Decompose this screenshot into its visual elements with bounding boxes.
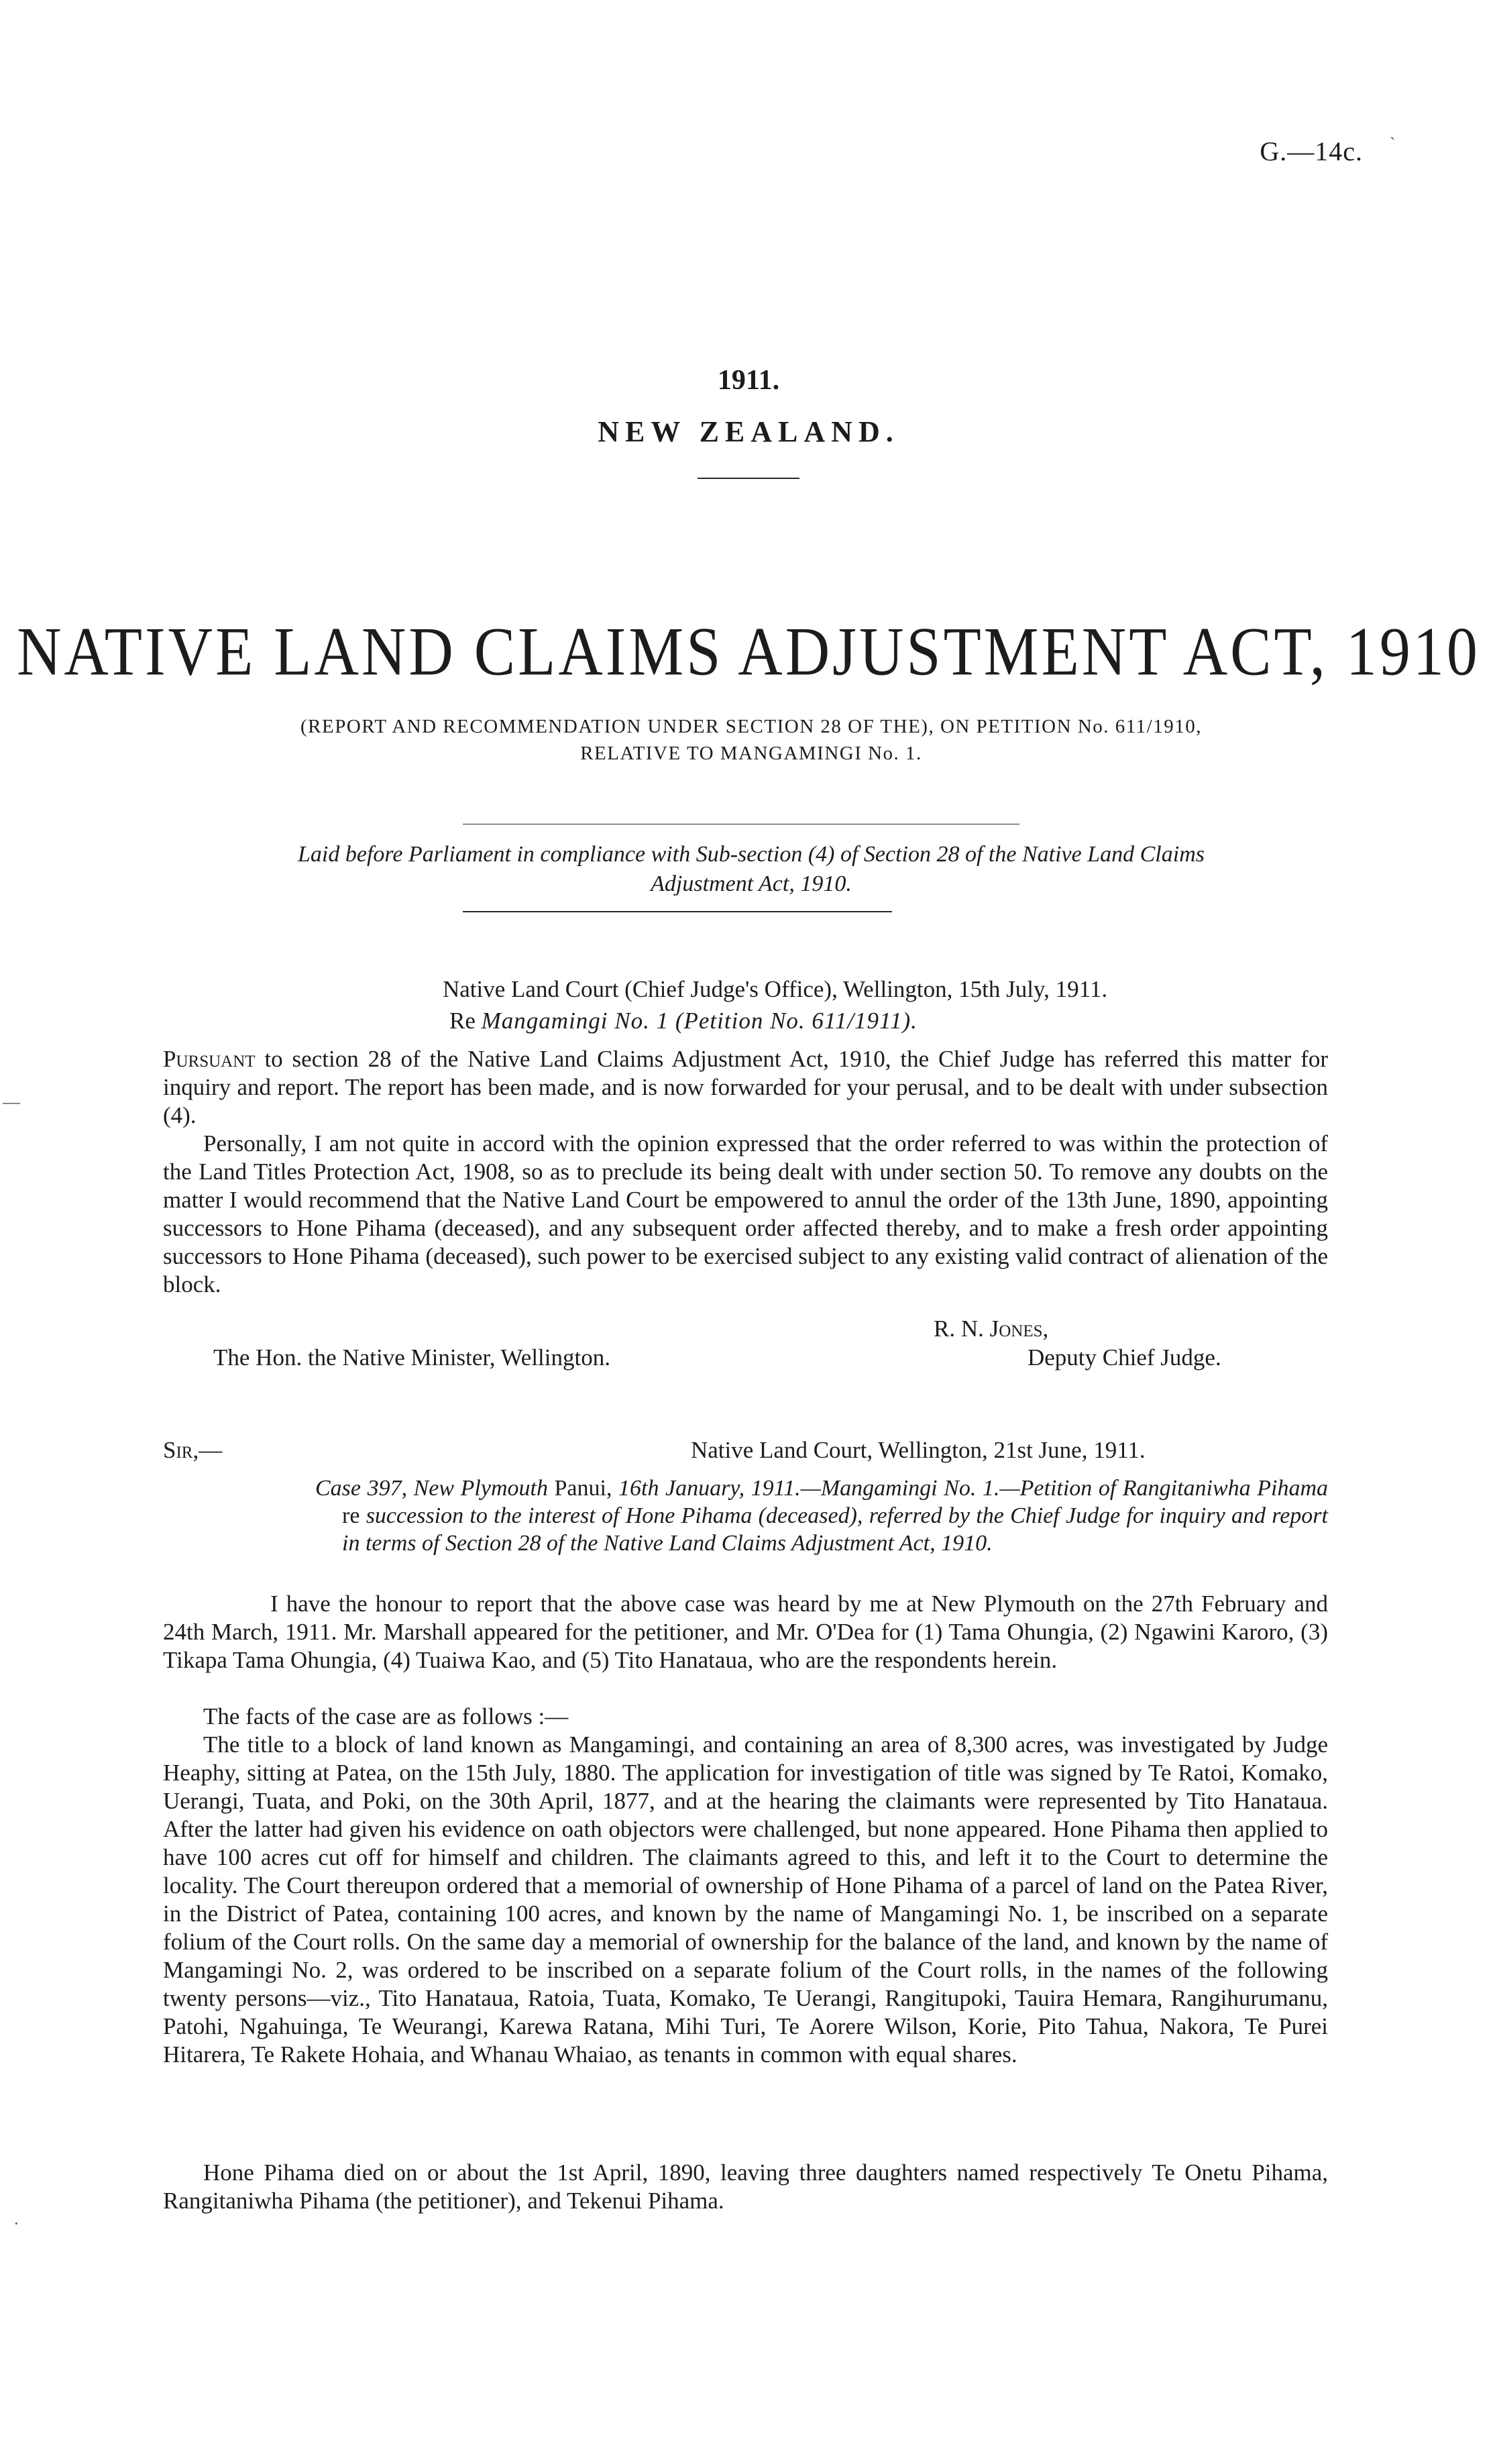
- letter1-re-prefix: Re: [449, 1008, 476, 1034]
- letter2-paragraph-4: Hone Pihama died on or about the 1st April, 1890, leaving three daughters named respectively Te Onetu Pihama, Rangitaniwha Pihama (the petitioner), and Tekenui Pihama.: [163, 2159, 1328, 2214]
- subtitle-line-1: (REPORT AND RECOMMENDATION UNDER SECTION 28 OF THE), ON PETITION No. 611/1910,: [300, 716, 1202, 737]
- page-title: NATIVE LAND CLAIMS ADJUSTMENT ACT, 1910: [17, 612, 1480, 690]
- case-ref-e: succession to the interest of Hone Pihama (deceased), referred by the Chief Judge for inquiry and report in terms of Section 28 of the Native Land Claims Adjustment Act, 1910.: [342, 1503, 1328, 1556]
- letter1-paragraph-2: Personally, I am not quite in accord with the opinion expressed that the order referred to was within the protection of the Land Titles Protection Act, 1908, so as to preclude its being dealt with under section 50. To remove any doubts on the matter I would recommend that the Native Land Court be empowered to annul the order of the 13th June, 1890, appointing successors to Hone Pihama (deceased), and any subsequent order affected thereby, and to make a fresh order appointing successors to Hone Pihama (deceased), such power to be exercised subject to any existing valid contract of alienation of the block.: [163, 1130, 1328, 1297]
- laid-before-line-2: Adjustment Act, 1910.: [651, 871, 852, 896]
- margin-mark-top-right: `: [1390, 134, 1396, 154]
- letter2-salutation: Sir,—: [163, 1437, 223, 1463]
- document-reference: G.—14c.: [1260, 136, 1363, 166]
- letter1-paragraph-1-text: to section 28 of the Native Land Claims Adjustment Act, 1910, the Chief Judge has referred this matter for inquiry and report. The report has been made, and is now forwarded for your perusal, and to be dealt with under subsection (4).: [163, 1046, 1328, 1128]
- laid-before-line-1: Laid before Parliament in compliance with Sub-section (4) of Section 28 of the Native Land Claims: [298, 842, 1205, 867]
- letter1-lead-word: Pursuant: [163, 1046, 256, 1072]
- letter1-signature-title: Deputy Chief Judge.: [1028, 1344, 1221, 1371]
- letter1-address: Native Land Court (Chief Judge's Office), Wellington, 15th July, 1911.: [443, 976, 1108, 1002]
- page-subtitle: [161, 713, 1341, 767]
- case-ref-a: Case 397, New Plymouth: [315, 1476, 548, 1501]
- case-ref-b: Panui,: [547, 1476, 619, 1501]
- header-divider: [698, 478, 799, 479]
- laid-before-divider: [463, 911, 892, 912]
- letter2-case-heading: [315, 1475, 1328, 1557]
- letter1-addressee: The Hon. the Native Minister, Wellington.: [213, 1344, 610, 1371]
- letter2-address: Native Land Court, Wellington, 21st June, 1911.: [691, 1437, 1146, 1463]
- letter2-paragraph-1: I have the honour to report that the above case was heard by me at New Plymouth on the 27th February and 24th March, 1911. Mr. Marshall appeared for the petitioner, and Mr. O'Dea for (1) Tama Ohungia, (2) Ngawini Karoro, (3) Tikapa Tama Ohungia, (4) Tuaiwa Kao, and (5) Tito Hanataua, who are the respondents herein.: [163, 1591, 1328, 1673]
- signature-initials: R. N.: [934, 1316, 990, 1342]
- margin-mark-left: —: [3, 1092, 20, 1112]
- case-ref-d: re: [342, 1503, 366, 1528]
- letter1-signature-name: [934, 1316, 1048, 1342]
- laid-before-note: [148, 840, 1355, 899]
- letter1-re-subject: Mangamingi No. 1 (Petition No. 611/1911).: [481, 1008, 918, 1034]
- signature-surname: Jones,: [989, 1316, 1049, 1342]
- margin-mark-lower-left: ·: [13, 2214, 19, 2233]
- letter1-subject: [449, 1008, 918, 1034]
- document-country: NEW ZEALAND.: [598, 415, 899, 448]
- document-year: 1911.: [717, 365, 780, 396]
- letter2-paragraph-2: The facts of the case are as follows :—: [203, 1703, 569, 1729]
- letter1-paragraph-1: [163, 1045, 1328, 1130]
- subtitle-line-2: RELATIVE TO MANGAMINGI No. 1.: [580, 743, 922, 764]
- case-ref-c: 16th January, 1911.—Mangamingi No. 1.—Petition of Rangitaniwha Pihama: [618, 1476, 1328, 1501]
- letter2-paragraph-3: The title to a block of land known as Mangamingi, and containing an area of 8,300 acres, was investigated by Judge Heaphy, sitting at Patea, on the 15th July, 1880. The application for investigation of title was signed by Te Ratoi, Komako, Uerangi, Tuata, and Poki, on the 30th April, 1877, and at the hearing the claimants were represented by Tito Hanataua. After the latter had given his evidence on oath objectors were challenged, but none appeared. Hone Pihama then applied to have 100 acres cut off for himself and children. The claimants agreed to this, and left it to the Court to determine the locality. The Court thereupon ordered that a memorial of ownership of Hone Pihama of a parcel of land on the Patea River, in the District of Patea, containing 100 acres, and known by the name of Mangamingi No. 1, be inscribed on a separate folium of the Court rolls. On the same day a memorial of ownership for the balance of the land, and known by the name of Mangamingi No. 2, was ordered to be inscribed on a separate folium of the Court rolls, in the names of the following twenty persons—viz., Tito Hanataua, Ratoia, Tuata, Komako, Te Uerangi, Rangitupoki, Tauira Hemara, Rangihurumanu, Patohi, Ngahuinga, Te Weurangi, Karewa Ratana, Mihi Turi, Te Aorere Wilson, Korie, Pito Tahua, Nakora, Te Purei Hitarera, Te Rakete Hohaia, and Whanau Whaiao, as tenants in common with equal shares.: [163, 1731, 1328, 2068]
